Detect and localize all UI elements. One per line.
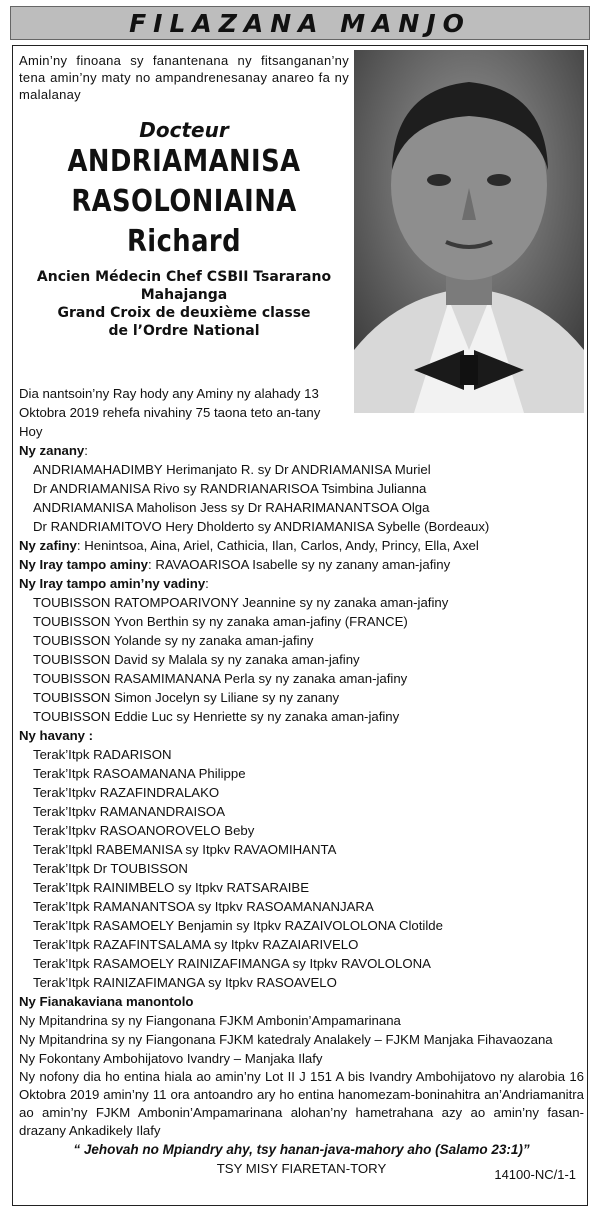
list-item: TOUBISSON Simon Jocelyn sy Liliane sy ny zanany [33,690,340,705]
deceased-title: Docteur [139,118,229,142]
deceased-role: Ancien Médecin Chef CSBII Tsararano [36,269,332,285]
header-title: FILAZANA MANJO [129,8,471,38]
havany-label: Ny havany [19,728,85,743]
list-item: Terak’Itpk RAINIZAFIMANGA sy Itpkv RASOAVELO [33,975,337,990]
intro-text: Amin’ny finoana sy fanantenana ny fitsanganan’ny tena amin’ny maty no ampandrenesanay anareo fa ny malalanay [19,53,349,102]
deceased-name-block [19,118,349,340]
list-item: Terak’Itpk RAINIMBELO sy Itpkv RATSARAIBE [33,880,310,895]
fianakaviana-heading: Ny Fianakaviana manontolo [19,994,194,1009]
zanany-suffix: : [84,443,88,458]
list-item: Terak’Itpk RASAMOELY RAINIZAFIMANGA sy Itpkv RAVOLOLONA [33,956,431,971]
list-item: TOUBISSON Eddie Luc sy Henriette sy ny zanaka aman-jafiny [33,709,400,724]
iray-tampo-text: : RAVAOARISOA Isabelle sy ny zanany aman-jafiny [148,557,451,572]
deceased-role: de l’Ordre National [108,323,260,339]
iray-tampo-vadiny-label: Ny Iray tampo amin’ny vadiny [19,576,206,591]
list-item: Terak’Itpk RAMANANTSOA sy Itpkv RASOAMANANJARA [33,899,374,914]
funeral-notice: Ny nofony dia ho entina hiala ao amin’ny Lot II J 151 A bis Ivandry Ambohijatovo ny alarobia 16 Oktobra 2019 amin’ny 11 ora antoandro ary ho entina hanomezam-boninahitra an’Andriamanitra ao amin’ny FJKM Ambonin’Ampamarinana alohan’ny hametrahana azy ao amin’ny fasan-drazany Ankadikely Ilafy [19,1069,584,1138]
list-item: Terak’Itpk RASOAMANANA Philippe [33,766,246,781]
list-item: Ny Fokontany Ambohijatovo Ivandry – Manjaka Ilafy [19,1051,323,1066]
zanany-label: Ny zanany [19,443,85,458]
list-item: Dr ANDRIAMANISA Rivo sy RANDRIANARISOA Tsimbina Julianna [33,481,427,496]
list-item: Ny Mpitandrina sy ny Fiangonana FJKM Ambonin’Ampamarinana [19,1013,401,1028]
list-item: Ny Mpitandrina sy ny Fiangonana FJKM katedraly Analakely – FJKM Manjaka Fihavaozana [19,1032,553,1047]
footer-row [19,1159,584,1182]
list-item: Terak’Itpkv RAMANANDRAISOA [33,804,225,819]
list-item: Terak’Itpk RASAMOELY Benjamin sy Itpkv RAZAIVOLOLONA Clotilde [33,918,443,933]
havany-suffix: : [84,728,94,743]
list-item: TOUBISSON RASAMIMANANA Perla sy ny zanaka aman-jafiny [33,671,408,686]
portrait-photo [354,50,584,413]
list-item: ANDRIAMANISA Maholison Jess sy Dr RAHARIMANANTSOA Olga [33,500,430,515]
portrait-icon [354,50,584,413]
iray-tampo-label: Ny Iray tampo aminy [19,557,148,572]
deceased-role: Grand Croix de deuxième classe [57,305,311,321]
deceased-surname-2: RASOLONIAINA [71,184,297,219]
list-item: Terak’Itpkv RAZAFINDRALAKO [33,785,220,800]
list-item: TOUBISSON RATOMPOARIVONY Jeannine sy ny zanaka aman-jafiny [33,595,449,610]
list-item: Terak’Itpkl RABEMANISA sy Itpkv RAVAOMIHANTA [33,842,337,857]
deceased-firstname: Richard [126,224,241,259]
zafiny-text: : Henintsoa, Aina, Ariel, Cathicia, Ilan, Carlos, Andy, Princy, Ella, Axel [76,538,479,553]
reference-number: 14100-NC/1-1 [494,1167,576,1182]
bible-quote: “ Jehovah no Mpiandry ahy, tsy hanan-java-mahory aho (Salamo 23:1)” [73,1142,530,1157]
list-item: TOUBISSON David sy Malala sy ny zanaka aman-jafiny [33,652,360,667]
list-item: Terak’Itpk RAZAFINTSALAMA sy Itpkv RAZAIARIVELO [33,937,359,952]
list-item: Dr RANDRIAMITOVO Hery Dholderto sy ANDRIAMANISA Sybelle (Bordeaux) [33,519,490,534]
list-item: ANDRIAMAHADIMBY Herimanjato R. sy Dr ANDRIAMANISA Muriel [33,462,431,477]
announcement-text: Dia nantsoin’ny Ray hody any Aminy ny alahady 13 Oktobra 2019 rehefa nivahiny 75 taona teto an-tany Hoy [19,386,321,439]
iray-tampo-vadiny-heading [19,574,584,593]
notice-body [19,384,584,1182]
iray-tampo-line [19,555,584,574]
header-banner [10,6,590,40]
list-item: TOUBISSON Yolande sy ny zanaka aman-jafiny [33,633,314,648]
iray-tampo-vadiny-suffix: : [205,576,209,591]
zafiny-label: Ny zafiny [19,538,77,553]
list-item: Terak’Itpk Dr TOUBISSON [33,861,188,876]
closing-text: TSY MISY FIARETAN-TORY [216,1161,387,1176]
deceased-surname-1: ANDRIAMANISA [67,144,301,179]
deceased-role: Mahajanga [140,287,228,303]
list-item: TOUBISSON Yvon Berthin sy ny zanaka aman-jafiny (FRANCE) [33,614,408,629]
list-item: Terak’Itpk RADARISON [33,747,172,762]
deceased-roles [19,268,349,340]
zafiny-line [19,536,584,555]
zanany-heading [19,441,584,460]
list-item: Terak’Itpkv RASOANOROVELO Beby [33,823,255,838]
havany-heading [19,726,584,745]
